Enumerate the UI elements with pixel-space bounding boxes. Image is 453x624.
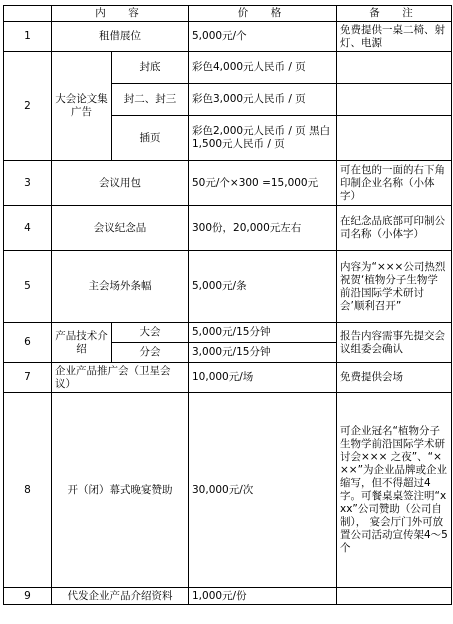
table-row	[4, 206, 452, 251]
row-subitem: 大会	[112, 323, 189, 343]
row-price: 5,000元/个	[189, 22, 337, 52]
row-item: 租借展位	[52, 22, 189, 52]
table-row	[4, 323, 452, 343]
row-price: 300份，20,000元左右	[189, 206, 337, 251]
row-subitem: 插页	[112, 116, 189, 161]
row-number: 1	[4, 22, 52, 52]
header-no-cell	[4, 6, 52, 22]
table-row	[4, 363, 452, 393]
row-price: 30,000元/次	[189, 393, 337, 588]
row-group: 产品技术介绍	[52, 323, 112, 363]
table-row	[4, 251, 452, 323]
header-item: 内 容	[52, 6, 189, 22]
row-number: 8	[4, 393, 52, 588]
table-header-row	[4, 6, 452, 22]
row-note	[337, 588, 452, 605]
row-note: 内容为“×××公司热烈祝贺‘植物分子生物学前沿国际学术研讨会’顺利召开”	[337, 251, 452, 323]
row-price: 3,000元/15分钟	[189, 343, 337, 363]
row-price: 10,000元/场	[189, 363, 337, 393]
row-price: 彩色2,000元人民币 / 页 黑白1,500元人民币 / 页	[189, 116, 337, 161]
row-subitem: 分会	[112, 343, 189, 363]
row-item: 代发企业产品介绍资料	[52, 588, 189, 605]
row-note: 免费提供一桌二椅、射灯、电源	[337, 22, 452, 52]
row-price: 5,000元/条	[189, 251, 337, 323]
sponsorship-price-table	[3, 5, 452, 605]
row-number: 3	[4, 161, 52, 206]
row-item: 开（闭）幕式晚宴赞助	[52, 393, 189, 588]
row-note: 在纪念品底部可印制公司名称（小体字）	[337, 206, 452, 251]
table-row	[4, 22, 452, 52]
row-item: 企业产品推广会（卫星会议）	[52, 363, 189, 393]
row-note: 可企业冠名“植物分子生物学前沿国际学术研讨会××× 之夜”、“×××”为企业品牌或企业缩写，但不得超过4字。可餐桌桌签注明“xxx”公司赞助（公司自制）， 宴会厅门外可放置公司活动宣传架4～5个	[337, 393, 452, 588]
row-price: 彩色3,000元人民币 / 页	[189, 84, 337, 116]
row-number: 2	[4, 52, 52, 161]
row-note: 可在包的一面的右下角印制企业名称（小体字）	[337, 161, 452, 206]
row-note	[337, 52, 452, 84]
row-item: 会议纪念品	[52, 206, 189, 251]
row-price: 彩色4,000元人民币 / 页	[189, 52, 337, 84]
row-item: 主会场外条幅	[52, 251, 189, 323]
header-price: 价 格	[189, 6, 337, 22]
header-note: 备 注	[337, 6, 452, 22]
row-price: 1,000元/份	[189, 588, 337, 605]
row-item: 会议用包	[52, 161, 189, 206]
row-subitem: 封二、封三	[112, 84, 189, 116]
row-number: 4	[4, 206, 52, 251]
table-row	[4, 588, 452, 605]
table-row	[4, 393, 452, 588]
row-subitem: 封底	[112, 52, 189, 84]
row-number: 9	[4, 588, 52, 605]
row-note: 免费提供会场	[337, 363, 452, 393]
row-note	[337, 84, 452, 116]
row-group: 大会论文集广告	[52, 52, 112, 161]
table-row	[4, 52, 452, 84]
row-number: 5	[4, 251, 52, 323]
sponsorship-price-document	[3, 5, 452, 605]
row-note: 报告内容需事先提交会议组委会确认	[337, 323, 452, 363]
row-number: 7	[4, 363, 52, 393]
row-note	[337, 116, 452, 161]
row-number: 6	[4, 323, 52, 363]
table-row	[4, 161, 452, 206]
row-price: 5,000元/15分钟	[189, 323, 337, 343]
row-price: 50元/个×300 =15,000元	[189, 161, 337, 206]
